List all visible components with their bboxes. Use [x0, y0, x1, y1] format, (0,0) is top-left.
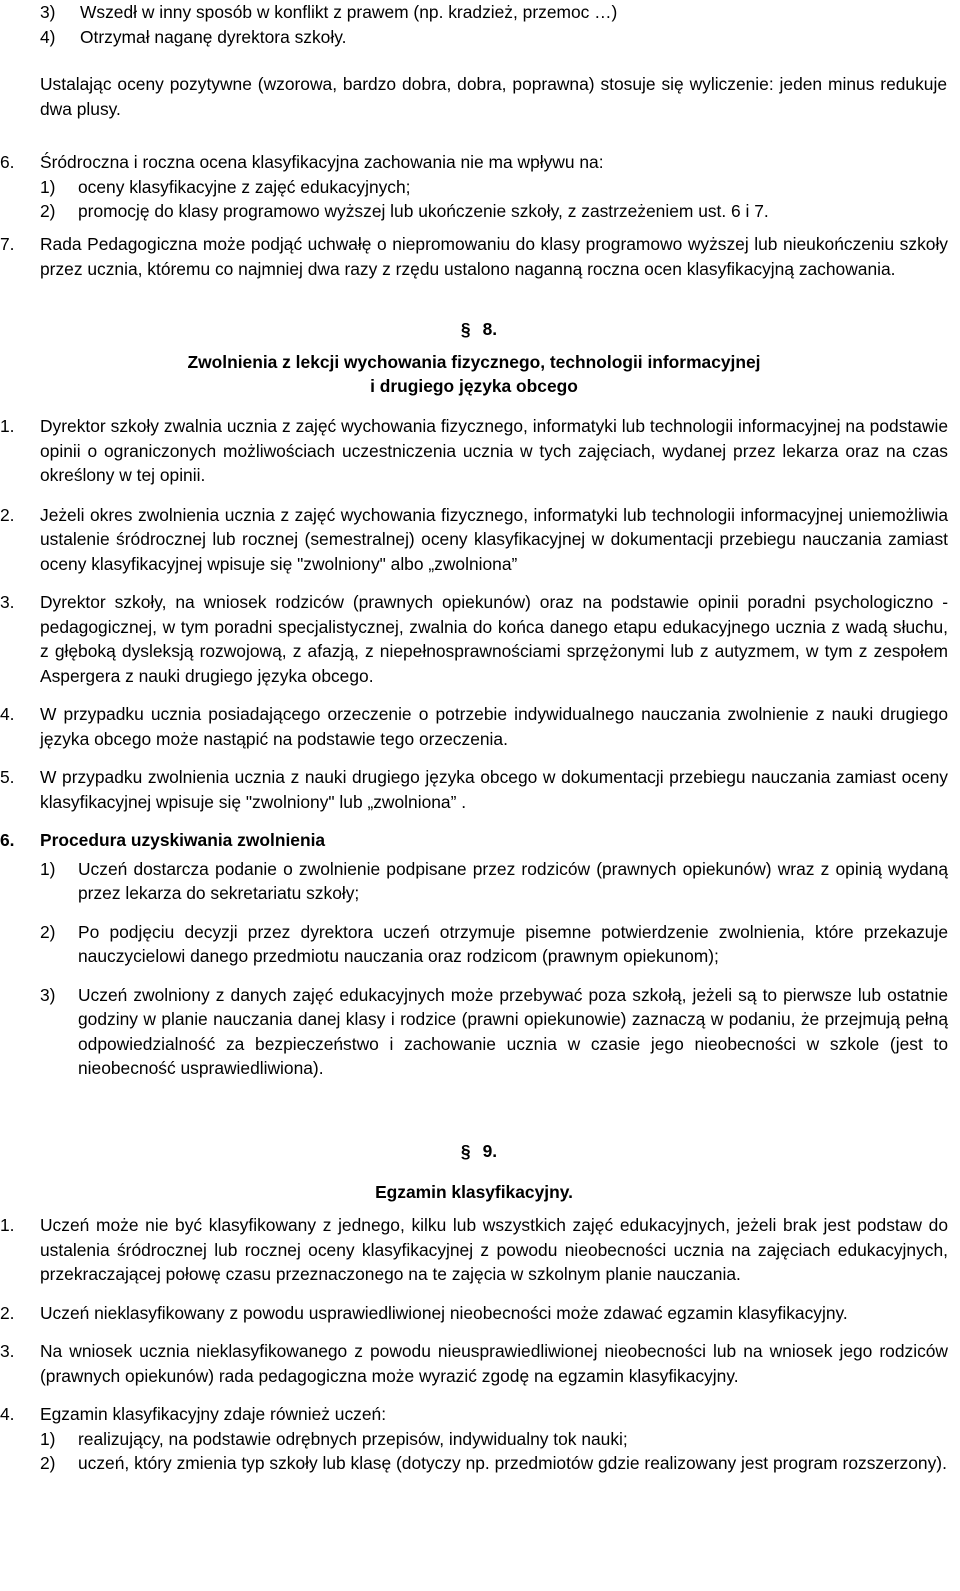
point-text: W przypadku zwolnienia ucznia z nauki drugiego języka obcego w dokumentacji przebiegu nauczania zamiast oceny klasyfikacyjnej wpisuje się "zwolniony" lub „zwolniona” .: [40, 767, 948, 812]
list-item: [0, 1339, 948, 1388]
section-title: Egzamin klasyfikacyjny.: [375, 1181, 573, 1202]
list-item: [0, 983, 948, 1081]
list-item: [0, 199, 948, 224]
point-number: 4.: [0, 704, 15, 724]
list-item-text: Uczeń dostarcza podanie o zwolnienie podpisane przez rodziców (prawnych opiekunów) wraz z opinią wydaną przez lekarza do sekretariatu szkoły;: [78, 858, 948, 903]
list-item: [0, 857, 948, 906]
procedure-heading: [0, 828, 948, 853]
list-item: [0, 1301, 948, 1326]
point-number: 3.: [0, 592, 15, 612]
point-text: Dyrektor szkoły zwalnia ucznia z zajęć wychowania fizycznego, informatyki lub technologii informacyjnej na podstawie opinii o ograniczonych możliwościach uczestniczenia ucznia w tych zajęciach, wydanej przez lekarza oraz na czas określony w tej opinii.: [40, 416, 948, 485]
list-item: [0, 0, 948, 25]
point-number: 3.: [0, 1341, 15, 1361]
list-item-number: 1): [40, 176, 56, 197]
point-number: 1.: [0, 416, 15, 436]
list-item-number: 2): [40, 201, 56, 221]
list-item-number: 2): [40, 1453, 56, 1473]
section-number: § 8.: [460, 319, 498, 339]
list-item: [0, 920, 948, 969]
section-8-header: [0, 317, 948, 399]
list-item: [0, 1402, 948, 1427]
list-item-text: Po podjęciu decyzji przez dyrektora uczeń otrzymuje pisemne potwierdzenie zwolnienia, które przekazuje nauczycielowi danego przedmiotu nauczania oraz rodzicom (prawnym opiekunom);: [78, 921, 948, 966]
section-8-points: [0, 414, 948, 1081]
point-6: [0, 150, 948, 224]
list-item-number: 3): [40, 2, 56, 22]
top-list: [0, 0, 948, 49]
list-item: [0, 1213, 948, 1287]
list-item: [0, 590, 948, 688]
list-item-text: promocję do klasy programowo wyższej lub ukończenie szkoły, z zastrzeżeniem ust. 6 i 7.: [78, 201, 769, 221]
point-number: 2.: [0, 1302, 15, 1323]
point-7: [0, 232, 948, 281]
list-item-text: oceny klasyfikacyjne z zajęć edukacyjnych;: [78, 176, 411, 197]
section-title: Zwolnienia z lekcji wychowania fizycznego, technologii informacyjnej: [187, 351, 761, 372]
point-text: Uczeń nieklasyfikowany z powodu usprawiedliwionej nieobecności może zdawać egzamin klasyfikacyjny.: [40, 1302, 848, 1323]
list-item: [0, 414, 948, 488]
list-item-number: 1): [40, 1428, 56, 1449]
point-text: Na wniosek ucznia nieklasyfikowanego z powodu nieusprawiedliwionej nieobecności lub na wniosek jego rodziców (prawnych opiekunów) rada pedagogiczna może wyrazić zgodę na egzamin klasyfikacyjny.: [40, 1341, 948, 1386]
section-number: § 9.: [460, 1141, 498, 1161]
section-title-line-2: i drugiego języka obcego: [370, 376, 578, 396]
point-text: Egzamin klasyfikacyjny zdaje również uczeń:: [40, 1404, 387, 1424]
list-item-text: realizujący, na podstawie odrębnych przepisów, indywidualny tok nauki;: [78, 1428, 628, 1449]
list-item: [0, 765, 948, 814]
list-item: [0, 1451, 948, 1476]
point-title: Procedura uzyskiwania zwolnienia: [40, 830, 326, 850]
list-item-text: Uczeń zwolniony z danych zajęć edukacyjnych może przebywać poza szkołą, jeżeli są to pierwsze lub ostatnie godziny w planie nauczania danej klasy i rodzice (prawni opiekunowie) zaznaczą w podaniu, że przejmują pełną odpowiedzialność za bezpieczeństwo i zachowanie ucznia w czasie jego nieobecności w szkole (jest to nieobecność usprawiedliwiona).: [78, 984, 948, 1078]
list-item-text: uczeń, który zmienia typ szkoły lub klasę (dotyczy np. przedmiotów gdzie realizowany jest program rozszerzony).: [78, 1453, 947, 1473]
list-item: [0, 175, 948, 200]
section-9-header: [0, 1139, 948, 1204]
point-number: 1.: [0, 1215, 15, 1235]
point-text: W przypadku ucznia posiadającego orzeczenie o potrzebie indywidualnego nauczania zwolnienie z nauki drugiego języka obcego może nastąpić na podstawie tego orzeczenia.: [40, 704, 948, 749]
list-item: [0, 1427, 948, 1452]
point-text: Śródroczna i roczna ocena klasyfikacyjna zachowania nie ma wpływu na:: [40, 152, 604, 172]
list-item-number: 4): [40, 26, 56, 47]
point-text: Rada Pedagogiczna może podjąć uchwałę o niepromowaniu do klasy programowo wyższej lub nieukończeniu szkoły przez ucznia, któremu co najmniej dwa razy z rzędu ustalono naganną roczna ocen klasyfikacyjną zachowania.: [40, 234, 948, 279]
point-text: Uczeń może nie być klasyfikowany z jednego, kilku lub wszystkich zajęć edukacyjnych, jeżeli brak jest podstaw do ustalenia śródrocznej lub rocznej oceny klasyfikacyjnej z powodu nieobecności ucznia na zajęciach edukacyjnych, przekraczającej połowę czasu przeznaczonego na te zajęcia w szkolnym planie nauczania.: [40, 1215, 948, 1284]
point-number: 4.: [0, 1404, 15, 1424]
point-number: 6.: [0, 830, 15, 850]
point-number: 2.: [0, 504, 15, 525]
list-item: [0, 702, 948, 751]
point-text: Dyrektor szkoły, na wniosek rodziców (prawnych opiekunów) oraz na podstawie opinii poradni psychologiczno - pedagogicznej, w tym poradni specjalistycznej, zwalnia do końca danego etapu edukacyjnego ucznia z wadą słuchu, z głęboką dysleksją rozwojową, z afazją, z niepełnosprawnościami sprzężonymi lub z autyzmem, w tym z zespołem Aspergera z nauki drugiego języka obcego.: [40, 592, 948, 686]
list-item-text: Otrzymał naganę dyrektora szkoły.: [80, 26, 347, 47]
point-number: 6.: [0, 152, 15, 172]
list-item-number: 1): [40, 858, 56, 879]
list-item-text: Wszedł w inny sposób w konflikt z prawem (np. kradzież, przemoc …): [80, 2, 618, 22]
note-paragraph: Ustalając oceny pozytywne (wzorowa, bardzo dobra, dobra, poprawna) stosuje się wyliczenie: jeden minus redukuje dwa plusy.: [40, 74, 947, 119]
list-item-number: 2): [40, 921, 56, 942]
point-number: 7.: [0, 234, 15, 254]
list-item-number: 3): [40, 984, 56, 1005]
list-item: [0, 503, 948, 577]
section-9-points: [0, 1213, 948, 1476]
point-number: 5.: [0, 767, 15, 787]
list-item: [0, 25, 948, 50]
point-text: Jeżeli okres zwolnienia ucznia z zajęć wychowania fizycznego, informatyki lub technologii informacyjnej uniemożliwia ustalenie śródrocznej lub rocznej (semestralnej) oceny klasyfikacyjnej w dokumentacji przebiegu nauczania zamiast oceny klasyfikacyjnej wpisuje się "zwolniony" albo „zwolniona”: [40, 504, 948, 574]
